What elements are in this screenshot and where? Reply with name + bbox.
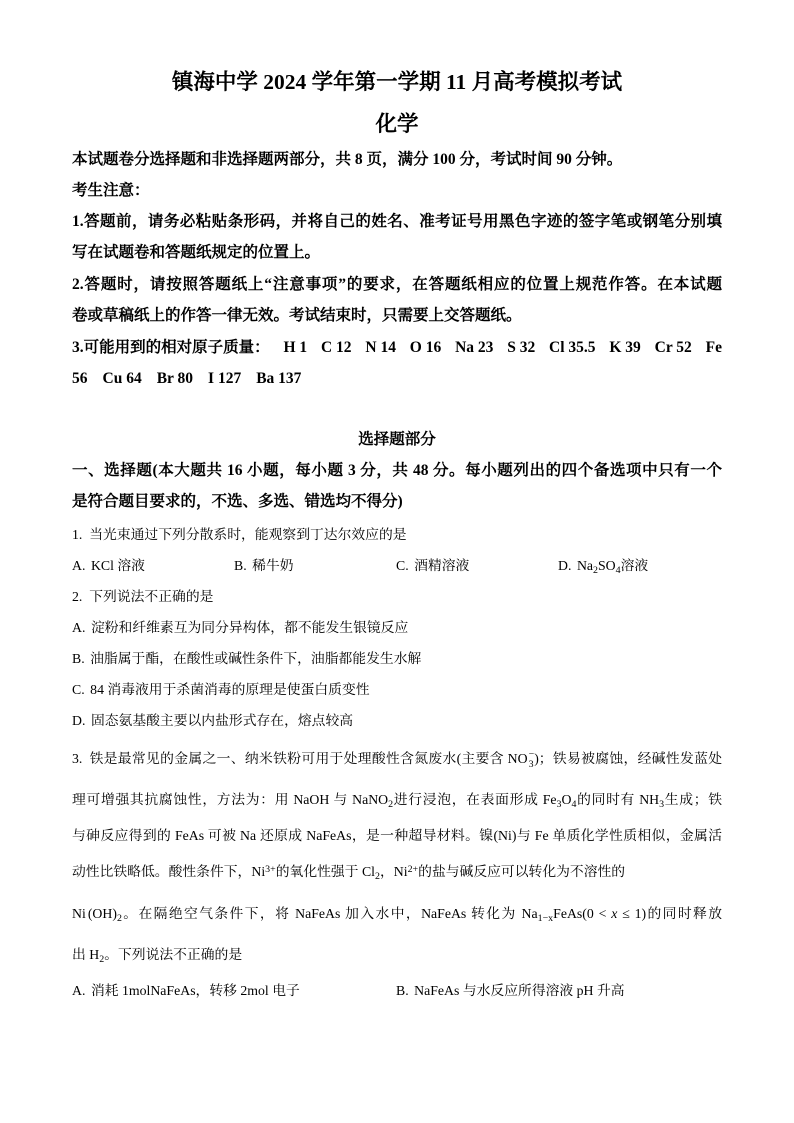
section-title: 选择题部分 <box>358 431 436 448</box>
subject-title: 化学 <box>375 112 419 136</box>
range-text: ≤ 1) <box>617 906 647 921</box>
formula-superscript: 3+ <box>265 863 276 875</box>
stem-text: 进行浸泡，在表面形成 <box>393 792 543 807</box>
atomic-mass: K 39 <box>609 339 641 356</box>
option-text: 酒精溶液 <box>414 558 470 573</box>
option-label: B. <box>72 651 85 666</box>
stem-text: 出 <box>72 947 90 962</box>
stem-text: 的盐与碱反应可以转化为不溶性的 <box>418 864 626 879</box>
atomic-masses-prefix: 3.可能用到的相对原子质量： <box>72 339 270 356</box>
option-text: 固态氨基酸主要以内盐形式存在，熔点较高 <box>90 713 354 728</box>
paper-intro: 本试题卷分选择题和非选择题两部分，共 8 页，满分 100 分，考试时间 90 分钟。 <box>72 151 623 168</box>
section-heading-line-2: 是符合题目要求的，不选、多选、错选均不得分) <box>72 493 403 510</box>
option-text: 油脂属于酯，在酸性或碱性条件下，油脂都能发生水解 <box>90 651 422 666</box>
formula-subscript: 2 <box>388 798 394 810</box>
formula-text: Cl <box>361 864 376 879</box>
formula-text: FeAs <box>553 906 583 921</box>
formula-text: SO <box>598 558 616 573</box>
question-3-stem-line-3 <box>72 825 722 847</box>
stem-text: 。下列说法不正确的是 <box>104 947 243 962</box>
atomic-mass: H 1 <box>283 339 308 356</box>
question-2-option-a <box>72 617 722 639</box>
atomic-mass: Na 23 <box>455 339 494 356</box>
option-label: C. <box>72 682 85 697</box>
notice-item-2-line-1: 2.答题时，请按照答题纸上“注意事项”的要求，在答题纸相应的位置上规范作答。在本试题 <box>72 276 722 293</box>
formula-subscript: 1−x <box>537 912 554 924</box>
formula-subscript: 2 <box>99 953 105 965</box>
option-label: D. <box>72 713 86 728</box>
atomic-mass: Cu 64 <box>102 370 142 387</box>
option-label: A. <box>72 558 86 573</box>
question-number: 1. <box>72 527 83 542</box>
atomic-mass: Br 80 <box>156 370 194 387</box>
notice-item-1-line-1: 1.答题前，请务必粘贴条形码，并将自己的姓名、准考证号用黑色字迹的签字笔或钢笔分别填 <box>72 213 722 230</box>
formula-subscript: 4 <box>615 564 621 576</box>
formula-text: NH <box>639 792 660 807</box>
formula-text: NO <box>507 751 528 766</box>
formula-subscript: 3 <box>556 798 562 810</box>
question-2-stem <box>72 586 722 608</box>
stem-text: )；铁易被腐蚀，经碱性发蓝处 <box>534 751 722 766</box>
formula-subscript: 3 <box>659 798 665 810</box>
stem-text: 的同时有 <box>576 792 640 807</box>
question-3-stem-line-2 <box>72 789 722 811</box>
option-label: A. <box>72 620 86 635</box>
stem-text: 。在隔绝空气条件下，将 NaFeAs 加入水中，NaFeAs 转化为 <box>121 906 522 921</box>
option-text: NaFeAs 与水反应所得溶液 pH 升高 <box>414 983 625 998</box>
question-2-option-c <box>72 679 722 701</box>
stem-text: 生成；铁 <box>664 792 723 807</box>
question-3-stem-line-5 <box>72 903 722 925</box>
option-label: C. <box>396 558 409 573</box>
option-text: KCl 溶液 <box>90 558 145 573</box>
formula-subscript: 3 <box>528 759 534 771</box>
formula-text: O <box>561 792 572 807</box>
formula-text: Na <box>576 558 594 573</box>
formula-text: NaNO <box>352 792 389 807</box>
question-3-stem-line-4 <box>72 861 722 883</box>
stem-text: 理可增强其抗腐蚀性，方法为：用 NaOH 与 <box>72 792 353 807</box>
formula-subscript: 2 <box>116 912 122 924</box>
formula-subscript: 4 <box>571 798 577 810</box>
option-label: D. <box>558 558 572 573</box>
atomic-mass: O 16 <box>409 339 442 356</box>
atomic-mass: Ba 137 <box>256 370 302 387</box>
formula-text: Ni <box>72 906 86 921</box>
question-3-stem-line-1 <box>72 748 722 771</box>
option-text: 84 消毒液用于杀菌消毒的原理是使蛋白质变性 <box>90 682 370 697</box>
question-2-option-b <box>72 648 722 670</box>
stem-text: 与砷反应得到的 FeAs 可被 Na 还原成 NaFeAs，是一种超导材料。镍(Ni)与 Fe 单质化学性质相似，金属活 <box>72 828 722 843</box>
question-1-options <box>72 555 722 577</box>
stem-text: 的同时释放 <box>646 906 723 921</box>
notice-item-2-line-2: 卷或草稿纸上的作答一律无效。考试结束时，只需要上交答题纸。 <box>72 307 522 324</box>
option-label: A. <box>72 983 86 998</box>
option-text: 淀粉和纤维素互为同分异构体，都不能发生银镜反应 <box>90 620 409 635</box>
atomic-masses-line-1 <box>72 336 722 360</box>
formula-subscript: 2 <box>593 564 598 576</box>
question-number: 2. <box>72 589 83 604</box>
range-variable: x <box>611 906 618 921</box>
question-1-stem <box>72 524 722 546</box>
option-a <box>72 555 234 577</box>
atomic-mass: N 14 <box>365 339 396 356</box>
option-d <box>558 555 720 577</box>
atomic-mass: Cr 52 <box>654 339 692 356</box>
option-label: B. <box>234 558 247 573</box>
formula-text: Ni <box>393 864 408 879</box>
range-text: (0 < <box>582 906 612 921</box>
formula-text: H <box>89 947 100 962</box>
atomic-mass: Fe <box>705 339 722 356</box>
atomic-mass: 56 <box>72 370 88 387</box>
stem-text: 铁是最常见的金属之一、纳米铁粉可用于处理酸性含氮废水(主要含 <box>89 751 508 766</box>
option-b <box>396 980 720 1002</box>
option-b <box>234 555 396 577</box>
option-text: 稀牛奶 <box>252 558 294 573</box>
formula-superscript: − <box>528 748 535 760</box>
question-2-option-d <box>72 710 722 732</box>
formula-text: Na <box>521 906 538 921</box>
question-3-options <box>72 980 722 1002</box>
question-stem-text: 当光束通过下列分散系时，能观察到丁达尔效应的是 <box>89 527 407 542</box>
stem-text: ， <box>379 864 394 879</box>
option-a <box>72 980 396 1002</box>
option-text: 消耗 1molNaFeAs，转移 2mol 电子 <box>90 983 300 998</box>
formula-text: Fe <box>542 792 557 807</box>
option-label: B. <box>396 983 409 998</box>
question-3-stem-line-6 <box>72 944 722 966</box>
atomic-mass: C 12 <box>320 339 352 356</box>
atomic-mass: Cl 35.5 <box>549 339 596 356</box>
section-heading-line-1: 一、选择题(本大题共 16 小题，每小题 3 分，共 48 分。每小题列出的四个备选项中只有一个 <box>72 462 722 479</box>
formula-text: (OH) <box>87 906 117 921</box>
option-c <box>396 555 558 577</box>
question-stem-text: 下列说法不正确的是 <box>89 589 214 604</box>
notice-heading: 考生注意： <box>72 182 150 199</box>
formula-subscript: 2 <box>375 870 380 882</box>
atomic-masses-line-2 <box>72 367 722 391</box>
notice-item-1-line-2: 写在试题卷和答题纸规定的位置上。 <box>72 244 321 261</box>
exam-title: 镇海中学 2024 学年第一学期 11 月高考模拟考试 <box>171 70 623 94</box>
question-number: 3. <box>72 751 83 766</box>
stem-text: 动性比铁略低。酸性条件下， <box>72 864 252 879</box>
option-text: 溶液 <box>620 558 649 573</box>
atomic-mass: I 127 <box>208 370 242 387</box>
formula-superscript: 2+ <box>407 863 419 875</box>
formula-text: Ni <box>251 864 266 879</box>
atomic-mass: S 32 <box>507 339 536 356</box>
stem-text: 的氧化性强于 <box>275 864 362 879</box>
